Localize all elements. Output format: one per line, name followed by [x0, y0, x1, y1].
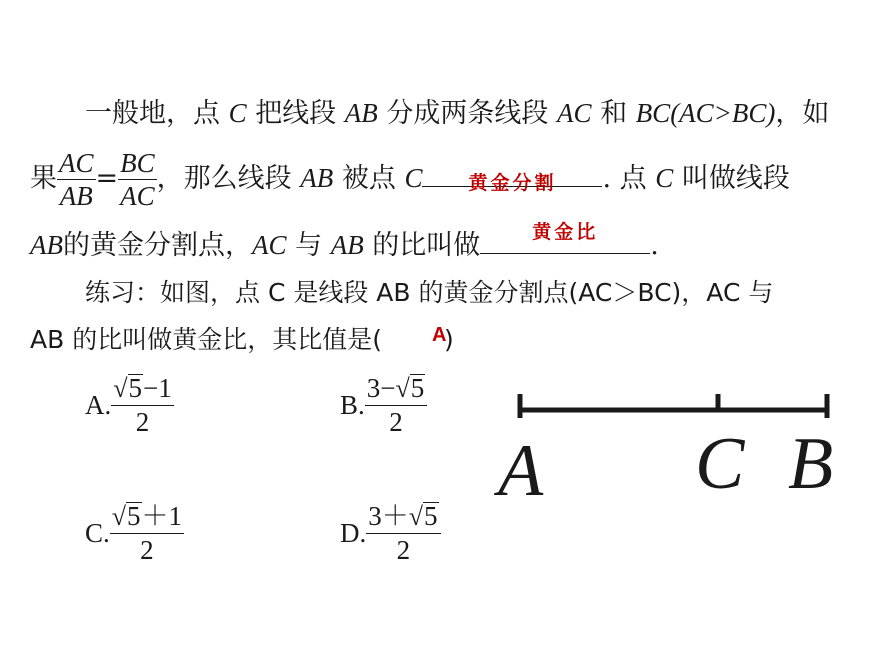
fraction-ac-ab: [57, 147, 96, 212]
fraction-denominator: 2: [135, 407, 150, 437]
text-segment: ，那么线段: [156, 163, 292, 194]
para1-line1: [85, 96, 829, 131]
para1-line3: [30, 221, 659, 263]
option-label: B.: [340, 389, 365, 420]
text-segment: 果: [30, 163, 57, 194]
text-segment: 的比叫做: [372, 230, 481, 261]
numerator-rest: −1: [143, 373, 172, 403]
fraction-numerator: [365, 372, 428, 406]
equals-sign: =: [95, 163, 119, 194]
fraction-bc-ac: [118, 147, 157, 212]
point-c-label: C: [655, 163, 674, 193]
radicand: 5: [424, 501, 438, 531]
numerator-prefix: 3＋: [368, 501, 409, 531]
option-d-fraction: [366, 500, 440, 566]
segment-ab-label: AB: [30, 230, 63, 260]
closing-paren: ): [443, 325, 454, 354]
text-segment: .: [650, 230, 659, 261]
option-c-fraction: [110, 500, 184, 566]
segment-ab-label: AB: [344, 98, 378, 128]
answer-golden-ratio: 黄金比: [532, 221, 599, 243]
text-segment: . 点: [602, 163, 647, 194]
option-label: D.: [340, 517, 367, 548]
text-segment: 的黄金分割点，: [63, 230, 252, 261]
fraction-numerator: [366, 500, 440, 534]
text-segment: 分成两条线段: [386, 98, 549, 129]
exercise-question: AB 的比叫做黄金比，其比值是(: [30, 325, 382, 354]
text-segment: 一般地，点: [85, 98, 220, 129]
para1-line2: [30, 143, 790, 214]
option-b[interactable]: [340, 372, 427, 438]
sqrt-icon: √5: [408, 501, 438, 531]
numerator-rest: ＋1: [141, 501, 183, 531]
fraction-numerator: [110, 500, 184, 534]
point-a-label: A: [498, 430, 544, 510]
text-segment: 被点: [341, 163, 396, 194]
exercise-line1: [85, 276, 773, 310]
text-segment: 把线段: [255, 98, 337, 129]
sqrt-icon: √5: [113, 373, 143, 403]
condition-label: BC(AC>BC): [635, 98, 776, 128]
fraction-denominator: 2: [389, 407, 403, 437]
numerator-prefix: 3−: [366, 373, 396, 403]
segment-ac-label: AC: [556, 98, 592, 128]
segment-ac-label: AC: [252, 230, 287, 260]
fraction-denominator: 2: [396, 535, 411, 565]
fraction-numerator: AC: [59, 148, 94, 178]
point-c-diagram-label: C: [695, 423, 745, 505]
option-c[interactable]: [85, 500, 184, 566]
fraction-denominator: AC: [120, 181, 155, 211]
fraction-denominator: 2: [140, 535, 154, 565]
segment-ab-label: AB: [300, 163, 334, 193]
sqrt-icon: √5: [111, 501, 141, 531]
answer-golden-section: 黄金分割: [468, 172, 557, 194]
exercise-answer: A: [432, 324, 447, 346]
radicand: 5: [410, 373, 425, 403]
sqrt-icon: √5: [395, 373, 425, 403]
option-a[interactable]: [85, 372, 174, 438]
text-segment: 叫做线段: [681, 163, 790, 194]
blank-golden-ratio[interactable]: [480, 221, 650, 254]
exercise-line2: [30, 323, 454, 357]
fraction-denominator: AB: [59, 181, 93, 211]
point-c-label: C: [228, 98, 247, 128]
option-d[interactable]: [340, 500, 441, 566]
point-b-label: B: [788, 423, 834, 505]
text-segment: ，如: [775, 98, 830, 129]
point-c-label: C: [404, 163, 423, 193]
segment-ab-label: AB: [330, 230, 364, 260]
text-segment: 和: [600, 98, 628, 129]
blank-golden-section[interactable]: [422, 158, 602, 194]
radicand: 5: [127, 501, 141, 531]
option-a-fraction: [111, 372, 174, 438]
option-label: A.: [85, 389, 112, 420]
fraction-numerator: BC: [120, 148, 155, 178]
option-b-fraction: [365, 372, 428, 438]
segment-diagram: [490, 380, 850, 510]
text-segment: 与: [295, 230, 323, 261]
option-label: C.: [85, 517, 110, 548]
fraction-numerator: [111, 372, 174, 406]
exercise-question: 练习：如图，点 C 是线段 AB 的黄金分割点(AC＞BC)，AC 与: [85, 278, 774, 307]
radicand: 5: [128, 373, 143, 403]
